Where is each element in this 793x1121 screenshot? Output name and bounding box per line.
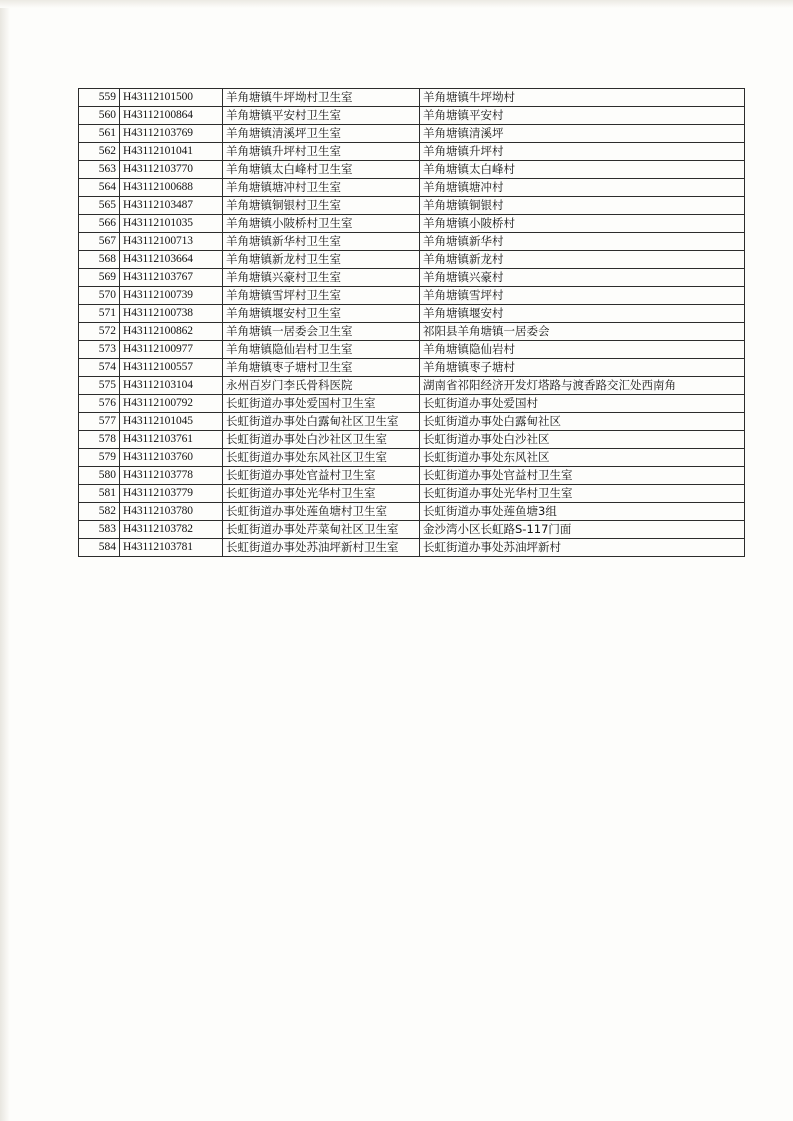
row-code-cell: H43112103664	[120, 251, 223, 269]
row-index-cell: 573	[79, 341, 120, 359]
row-address-cell: 长虹街道办事处白露甸社区	[420, 413, 745, 431]
row-code-cell: H43112103779	[120, 485, 223, 503]
row-index-cell: 566	[79, 215, 120, 233]
row-institution-name-cell: 羊角塘镇枣子塘村卫生室	[223, 359, 420, 377]
row-address-cell: 羊角塘镇堰安村	[420, 305, 745, 323]
scan-edge-shading-top	[0, 0, 793, 8]
row-index-cell: 577	[79, 413, 120, 431]
row-code-cell: H43112100739	[120, 287, 223, 305]
table-row	[79, 107, 745, 125]
row-institution-name-cell: 长虹街道办事处苏油坪新村卫生室	[223, 539, 420, 557]
row-institution-name-cell: 长虹街道办事处爱国村卫生室	[223, 395, 420, 413]
row-address-cell: 长虹街道办事处莲鱼塘3组	[420, 503, 745, 521]
table-row	[79, 323, 745, 341]
row-address-cell: 羊角塘镇铜银村	[420, 197, 745, 215]
row-index-cell: 575	[79, 377, 120, 395]
table-row	[79, 467, 745, 485]
row-code-cell: H43112101045	[120, 413, 223, 431]
row-address-cell: 羊角塘镇兴豪村	[420, 269, 745, 287]
row-index-cell: 570	[79, 287, 120, 305]
table-row	[79, 449, 745, 467]
row-code-cell: H43112103769	[120, 125, 223, 143]
table-row	[79, 341, 745, 359]
row-institution-name-cell: 羊角塘镇堰安村卫生室	[223, 305, 420, 323]
scan-edge-shading-left	[0, 0, 10, 1121]
table-row	[79, 125, 745, 143]
row-code-cell: H43112103770	[120, 161, 223, 179]
roster-table-body	[79, 89, 745, 557]
row-address-cell: 羊角塘镇平安村	[420, 107, 745, 125]
row-address-cell: 金沙湾小区长虹路S-117门面	[420, 521, 745, 539]
row-institution-name-cell: 长虹街道办事处白露甸社区卫生室	[223, 413, 420, 431]
table-row	[79, 251, 745, 269]
row-address-cell: 羊角塘镇牛坪坳村	[420, 89, 745, 107]
table-row	[79, 287, 745, 305]
row-code-cell: H43112103781	[120, 539, 223, 557]
roster-table-container	[78, 88, 718, 557]
row-address-cell: 长虹街道办事处白沙社区	[420, 431, 745, 449]
row-code-cell: H43112100862	[120, 323, 223, 341]
row-institution-name-cell: 长虹街道办事处官益村卫生室	[223, 467, 420, 485]
row-institution-name-cell: 羊角塘镇雪坪村卫生室	[223, 287, 420, 305]
table-row	[79, 377, 745, 395]
row-code-cell: H43112101041	[120, 143, 223, 161]
table-row	[79, 539, 745, 557]
row-institution-name-cell: 羊角塘镇小陂桥村卫生室	[223, 215, 420, 233]
row-code-cell: H43112103778	[120, 467, 223, 485]
row-institution-name-cell: 长虹街道办事处白沙社区卫生室	[223, 431, 420, 449]
row-code-cell: H43112101500	[120, 89, 223, 107]
row-index-cell: 561	[79, 125, 120, 143]
row-institution-name-cell: 羊角塘镇牛坪坳村卫生室	[223, 89, 420, 107]
row-index-cell: 578	[79, 431, 120, 449]
row-institution-name-cell: 长虹街道办事处光华村卫生室	[223, 485, 420, 503]
table-row	[79, 305, 745, 323]
row-address-cell: 羊角塘镇枣子塘村	[420, 359, 745, 377]
row-institution-name-cell: 羊角塘镇塘冲村卫生室	[223, 179, 420, 197]
row-index-cell: 563	[79, 161, 120, 179]
row-institution-name-cell: 羊角塘镇隐仙岩村卫生室	[223, 341, 420, 359]
row-address-cell: 湖南省祁阳经济开发灯塔路与渡香路交汇处西南角	[420, 377, 745, 395]
row-institution-name-cell: 永州百岁门李氏骨科医院	[223, 377, 420, 395]
table-row	[79, 485, 745, 503]
table-row	[79, 233, 745, 251]
roster-table	[78, 88, 745, 557]
row-index-cell: 579	[79, 449, 120, 467]
row-code-cell: H43112100713	[120, 233, 223, 251]
table-row	[79, 431, 745, 449]
row-index-cell: 565	[79, 197, 120, 215]
row-address-cell: 长虹街道办事处官益村卫生室	[420, 467, 745, 485]
row-index-cell: 559	[79, 89, 120, 107]
row-index-cell: 562	[79, 143, 120, 161]
table-row	[79, 215, 745, 233]
row-index-cell: 583	[79, 521, 120, 539]
table-row	[79, 197, 745, 215]
row-index-cell: 580	[79, 467, 120, 485]
row-institution-name-cell: 羊角塘镇新华村卫生室	[223, 233, 420, 251]
row-address-cell: 长虹街道办事处光华村卫生室	[420, 485, 745, 503]
row-institution-name-cell: 长虹街道办事处东风社区卫生室	[223, 449, 420, 467]
row-code-cell: H43112103767	[120, 269, 223, 287]
row-index-cell: 576	[79, 395, 120, 413]
table-row	[79, 521, 745, 539]
table-row	[79, 179, 745, 197]
row-index-cell: 584	[79, 539, 120, 557]
row-address-cell: 羊角塘镇隐仙岩村	[420, 341, 745, 359]
row-institution-name-cell: 长虹街道办事处芹菜甸社区卫生室	[223, 521, 420, 539]
row-institution-name-cell: 长虹街道办事处莲鱼塘村卫生室	[223, 503, 420, 521]
row-code-cell: H43112103761	[120, 431, 223, 449]
row-address-cell: 羊角塘镇塘冲村	[420, 179, 745, 197]
row-code-cell: H43112103487	[120, 197, 223, 215]
row-address-cell: 羊角塘镇雪坪村	[420, 287, 745, 305]
table-row	[79, 503, 745, 521]
table-row	[79, 143, 745, 161]
row-address-cell: 羊角塘镇清溪坪	[420, 125, 745, 143]
row-address-cell: 羊角塘镇新龙村	[420, 251, 745, 269]
row-address-cell: 羊角塘镇太白峰村	[420, 161, 745, 179]
row-index-cell: 560	[79, 107, 120, 125]
row-address-cell: 祁阳县羊角塘镇一居委会	[420, 323, 745, 341]
row-index-cell: 582	[79, 503, 120, 521]
row-code-cell: H43112101035	[120, 215, 223, 233]
row-code-cell: H43112100557	[120, 359, 223, 377]
row-address-cell: 长虹街道办事处东风社区	[420, 449, 745, 467]
row-institution-name-cell: 羊角塘镇一居委会卫生室	[223, 323, 420, 341]
row-code-cell: H43112103780	[120, 503, 223, 521]
row-index-cell: 574	[79, 359, 120, 377]
row-code-cell: H43112100977	[120, 341, 223, 359]
row-institution-name-cell: 羊角塘镇清溪坪卫生室	[223, 125, 420, 143]
row-index-cell: 564	[79, 179, 120, 197]
row-address-cell: 长虹街道办事处爱国村	[420, 395, 745, 413]
table-row	[79, 395, 745, 413]
table-row	[79, 359, 745, 377]
table-row	[79, 161, 745, 179]
table-row	[79, 89, 745, 107]
row-institution-name-cell: 羊角塘镇平安村卫生室	[223, 107, 420, 125]
row-address-cell: 羊角塘镇新华村	[420, 233, 745, 251]
row-index-cell: 571	[79, 305, 120, 323]
row-code-cell: H43112103104	[120, 377, 223, 395]
row-institution-name-cell: 羊角塘镇兴豪村卫生室	[223, 269, 420, 287]
row-institution-name-cell: 羊角塘镇太白峰村卫生室	[223, 161, 420, 179]
row-institution-name-cell: 羊角塘镇新龙村卫生室	[223, 251, 420, 269]
row-code-cell: H43112103760	[120, 449, 223, 467]
row-code-cell: H43112103782	[120, 521, 223, 539]
table-row	[79, 413, 745, 431]
row-code-cell: H43112100688	[120, 179, 223, 197]
row-code-cell: H43112100792	[120, 395, 223, 413]
row-index-cell: 572	[79, 323, 120, 341]
row-institution-name-cell: 羊角塘镇升坪村卫生室	[223, 143, 420, 161]
row-index-cell: 567	[79, 233, 120, 251]
row-address-cell: 羊角塘镇升坪村	[420, 143, 745, 161]
row-address-cell: 长虹街道办事处苏油坪新村	[420, 539, 745, 557]
row-code-cell: H43112100738	[120, 305, 223, 323]
row-address-cell: 羊角塘镇小陂桥村	[420, 215, 745, 233]
row-index-cell: 581	[79, 485, 120, 503]
row-code-cell: H43112100864	[120, 107, 223, 125]
row-institution-name-cell: 羊角塘镇铜银村卫生室	[223, 197, 420, 215]
table-row	[79, 269, 745, 287]
row-index-cell: 569	[79, 269, 120, 287]
row-index-cell: 568	[79, 251, 120, 269]
